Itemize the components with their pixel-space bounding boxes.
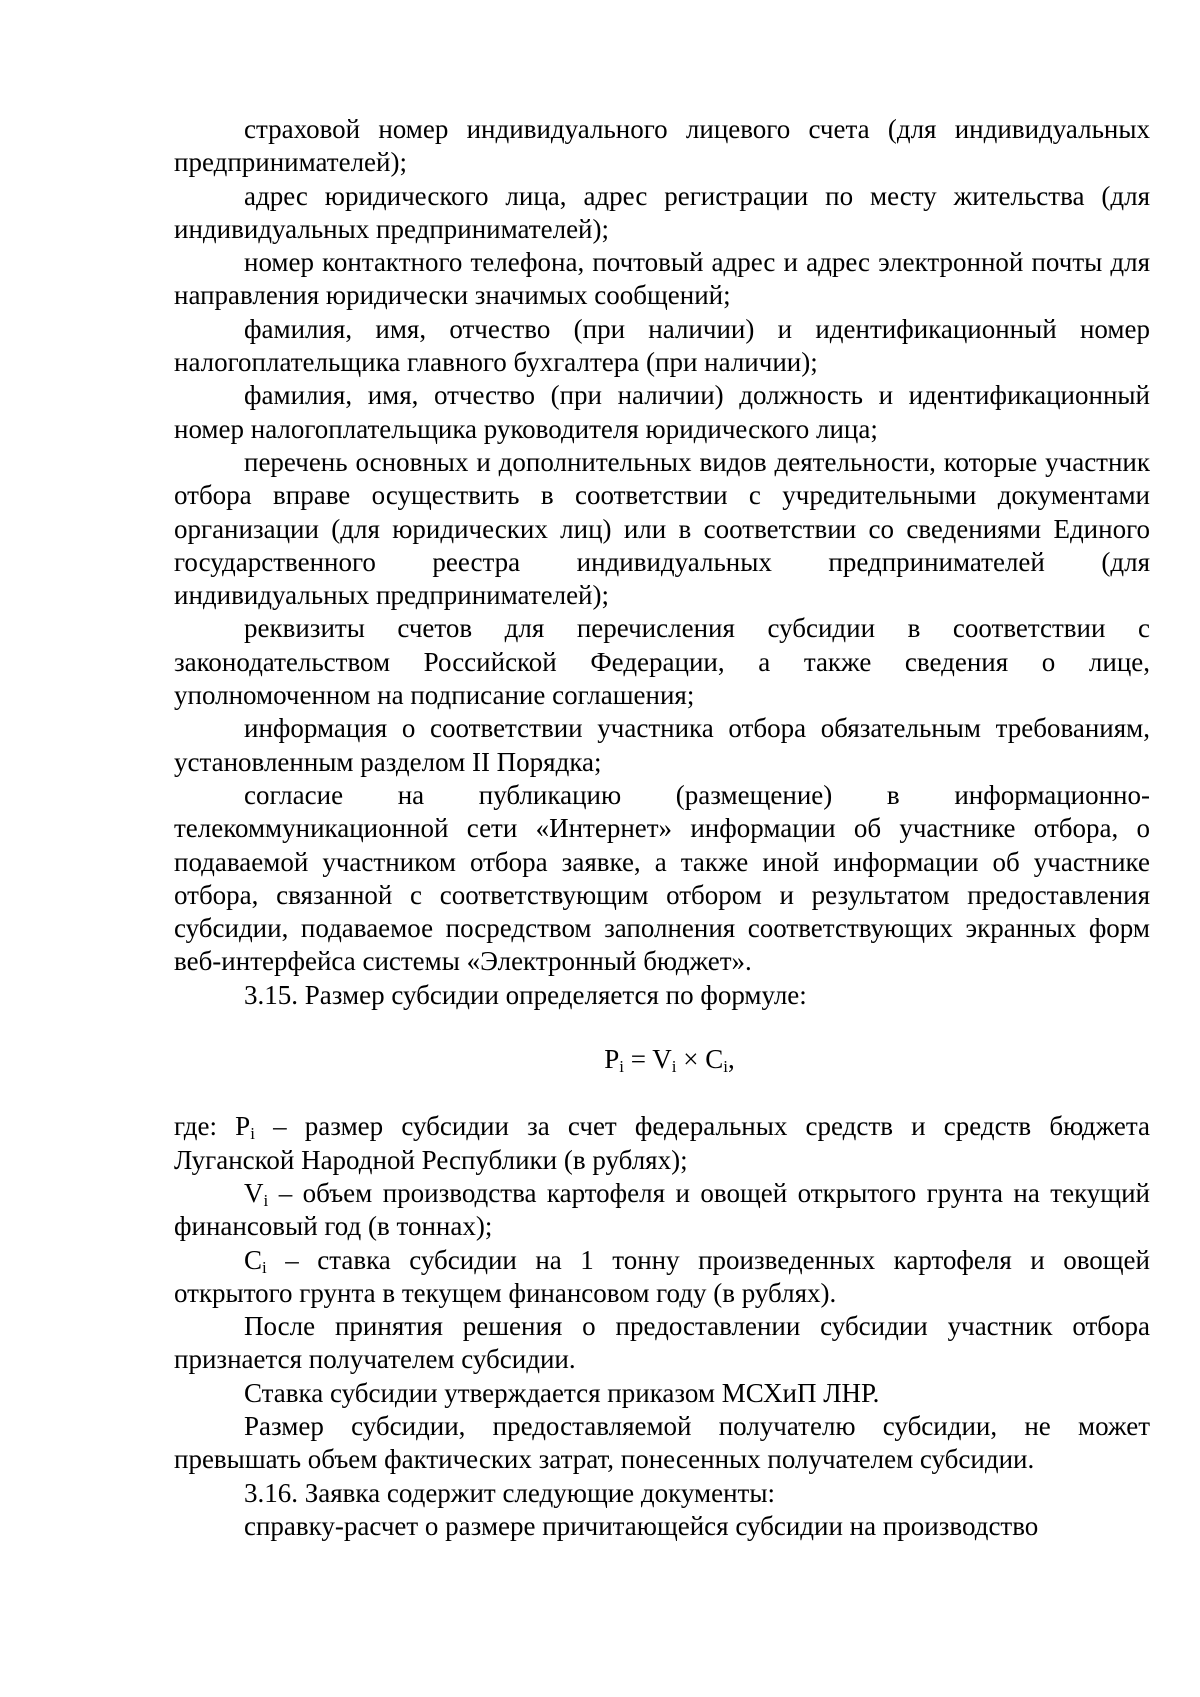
paragraph-bank-details: реквизиты счетов для перечисления субсидии в соответствии с законодательством Российской Федерации, а также сведения о лице, уполномоченном на подписание соглашения;	[174, 613, 1150, 711]
paragraph-calculation: справку-расчет о размере причитающейся субсидии на производство	[244, 1510, 1039, 1541]
formula-v: V	[652, 1044, 672, 1075]
paragraph-chief-accountant: фамилия, имя, отчество (при наличии) и идентификационный номер налогоплательщика главного бухгалтера (при наличии);	[174, 313, 1150, 378]
formula-p-sub: i	[619, 1057, 625, 1077]
section-3-15-heading: 3.15. Размер субсидии определяется по формуле:	[244, 979, 807, 1010]
formula-v-sub: i	[671, 1057, 677, 1077]
paragraph-address: адрес юридического лица, адрес регистрации по месту жительства (для индивидуальных предпринимателей);	[174, 180, 1150, 244]
section-3-16-heading: 3.16. Заявка содержит следующие документы:	[244, 1477, 775, 1508]
paragraph-recipient: После принятия решения о предоставлении субсидии участник отбора признается получателем субсидии.	[174, 1311, 1150, 1375]
formula-comma: ,	[727, 1044, 735, 1075]
gde-prefix: где:	[174, 1111, 236, 1142]
definition-c-symbol: C	[244, 1244, 263, 1275]
paragraph-rate: Ставка субсидии утверждается приказом МСХиП ЛНР.	[244, 1377, 880, 1408]
definition-c-sub: i	[262, 1257, 267, 1277]
formula-c-sub: i	[723, 1057, 728, 1077]
document-body	[174, 113, 1150, 1543]
formula-c: C	[705, 1044, 724, 1075]
definition-v-symbol: V	[244, 1177, 264, 1208]
paragraph-compliance: информация о соответствии участника отбора обязательным требованиям, установленным разделом II Порядка;	[174, 713, 1150, 777]
definition-v	[174, 1177, 1150, 1244]
definition-p-sub: i	[250, 1124, 255, 1144]
definition-v-text: – объем производства картофеля и овощей открытого грунта на текущий финансовый год (в тоннах);	[174, 1177, 1150, 1242]
formula-equals: =	[624, 1044, 653, 1075]
definition-c-text: – ставка субсидии на 1 тонну произведенных картофеля и овощей открытого грунта в текущем финансовом году (в рублях).	[174, 1244, 1150, 1308]
definition-v-sub: i	[263, 1190, 269, 1210]
subsidy-formula	[174, 1043, 1150, 1076]
definition-p	[174, 1110, 1150, 1177]
formula-p: P	[604, 1044, 620, 1075]
paragraph-snils: страховой номер индивидуального лицевого счета (для индивидуальных предпринимателей);	[174, 114, 1150, 178]
paragraph-contacts: номер контактного телефона, почтовый адрес и адрес электронной почты для направления юридически значимых сообщений;	[174, 247, 1150, 311]
definition-p-text: – размер субсидии за счет федеральных средств и средств бюджета Луганской Народной Республики (в рублях);	[174, 1111, 1151, 1175]
definition-p-symbol: P	[235, 1111, 251, 1142]
formula-times: ×	[676, 1044, 706, 1075]
paragraph-activities: перечень основных и дополнительных видов деятельности, которые участник отбора вправе осуществить в соответствии с учредительными документами организации (для юридических лиц) или в соответствии со сведениями Единого государственного реестра индивидуальных предпринимателей (для индивидуальных предпринимателей);	[174, 446, 1150, 611]
definition-c	[174, 1244, 1150, 1311]
paragraph-limit: Размер субсидии, предоставляемой получателю субсидии, не может превышать объем фактических затрат, понесенных получателем субсидии.	[174, 1410, 1150, 1475]
paragraph-consent: согласие на публикацию (размещение) в информационно-телекоммуникационной сети «Интернет» информации об участнике отбора, о подаваемой участником отбора заявке, а также иной информации об участнике отбора, связанной с соответствующим отбором и результатом предоставления субсидии, подаваемое посредством заполнения соответствующих экранных форм веб-интерфейса системы «Электронный бюджет».	[174, 779, 1150, 977]
paragraph-head: фамилия, имя, отчество (при наличии) должность и идентификационный номер налогоплательщика руководителя юридического лица;	[174, 380, 1150, 444]
